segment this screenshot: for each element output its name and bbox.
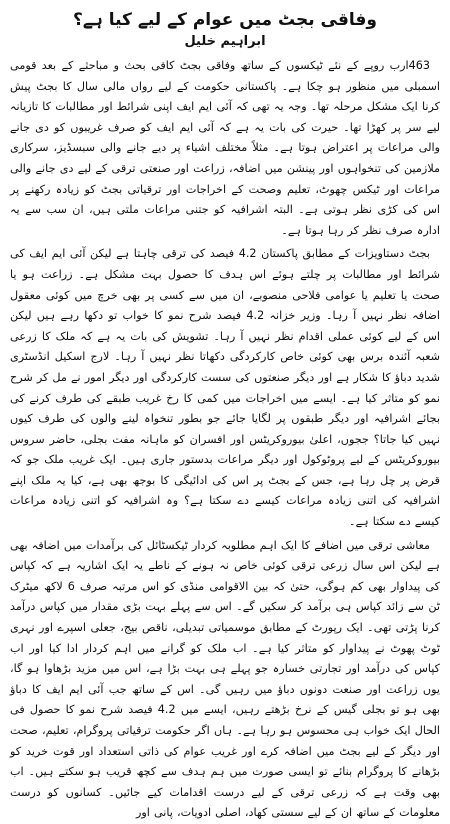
paragraph: معاشی ترقی میں اضافے کا ایک اہم مطلوبہ کردار ٹیکسٹائل کی برآمدات میں اضافہ بھی ہے لیکن اس سال زرعی ترقی کوئی خاص نہ ہونے کے ناطے یہ ایک اشاریہ ہے کہ کپاس کی پیداوار بھی کم ہوگی، حتیٰ کہ بین الاقوامی منڈی کو اس مرتبہ صرف 6 لاکھ میٹرک ٹن سے زائد کپاس ہی برآمد کر سکیں گے۔ اس سے پہلے بہت بڑی مقدار میں کپاس درآمد کرنا پڑتی تھی۔ ایک رپورٹ کے مطابق موسمیاتی تبدیلی، ناقص بیج، جعلی اسپرے اور نہری ٹوٹ پھوٹ نے پیداوار کو متاثر کیا ہے۔ اب ملک کو گرانے میں اہم کردار ادا کیا اور اب کپاس کی درآمد اور تجارتی خسارہ جو پہلے ہی بہت بڑا ہے، اس میں مزید بڑھاوا ہو گا، یوں زراعت اور صنعت دونوں دباؤ میں رہیں گی۔ اس کے ساتھ جب آئی ایم ایف کا دباؤ بھی ہو تو بجلی گیس کے نرخ بڑھتے رہیں، ایسے میں 4.2 فیصد شرح نمو کا حصول فی الحال ایک خواب ہی محسوس ہو رہا ہے۔ ہاں اگر حکومت ترقیاتی پروگرام، تعلیم، صحت اور دیگر کے لیے بجٹ میں اضافہ کرے اور غریب عوام کی ذاتی استعداد اور قوت خرید کو بڑھانے کا پروگرام بنائے تو ایسی صورت میں ہم ہدف سے کچھ قریب ہو سکتے ہیں۔ اب بھی وقت ہے کہ زرعی ترقی کے لیے درست اقدامات کیے جائیں۔ کسانوں کو درست معلومات کے ساتھ ان کے لیے سستی کھاد، اصلی ادویات، پانی اور bbox=[10, 538, 440, 820]
article-body bbox=[10, 56, 440, 824]
paragraph: بجٹ دستاویزات کے مطابق پاکستان 4.2 فیصد کی ترقی چاہتا ہے لیکن آئی ایم ایف کی شرائط اور مطالبات پر چلتے ہوئے اس ہدف کا حصول بہت مشکل ہے۔ زراعت ہو یا صحت یا تعلیم یا عوامی فلاحی منصوبے، ان میں سے کسی پر بھی خرچ میں کوئی معقول اضافہ نظر نہیں آ رہا۔ وزیر خزانہ 4.2 فیصد شرح نمو کا خواب تو دکھا رہے ہیں لیکن اس کے لیے کوئی عملی اقدام نظر نہیں آ رہا۔ تشویش کی بات یہ ہے کہ ملک کا زرعی شعبہ آئندہ برس بھی کوئی خاص کارکردگی دکھاتا نظر نہیں آ رہا۔ لارج اسکیل انڈسٹری شدید دباؤ کا شکار ہے اور دیگر صنعتوں کی سست کارکردگی اور دیگر امور نے مل کر شرح نمو کو متاثر کیا ہے۔ ایسے میں اخراجات میں کمی کا رخ غریب طبقے کی طرف کرنے کی بجائے اشرافیہ اور دیگر طبقوں پر لگایا جائے جو بطور تنخواہ لینے والوں کی طرف کیوں نہیں کیا جاتا؟ ججوں، اعلیٰ بیوروکریٹس اور افسران کو ماہانہ مفت بجلی، حاضر سروس بیوروکریٹس کے لیے پروٹوکول اور دیگر مراعات بدستور جاری ہیں۔ ایک غریب ملک جو کہ قرض پر چل رہا ہے، جس کے بجٹ پر اس کی ادائیگی کا بوجھ بھی ہے، کیا یہ ملک اپنے اشرافیہ کی اتنی زیادہ مراعات کیسے دے سکتا ہے؟ وہ اشرافیہ کو اتنی زیادہ مراعات کیسے دے سکتا ہے۔ bbox=[10, 247, 440, 529]
author-byline: ابراہیم خلیل bbox=[184, 34, 266, 49]
article-title: وفاقی بجٹ میں عوام کے لیے کیا ہے؟ bbox=[73, 10, 377, 30]
paragraph: 463ارب روپے کے نئے ٹیکسوں کے ساتھ وفاقی بجٹ کافی بحث و مباحثے کے بعد قومی اسمبلی میں منظور ہو چکا ہے۔ پاکستانی حکومت کے لیے رواں مالی سال کا بجٹ پیش کرنا ایک مشکل مرحلہ تھا۔ وجہ یہ تھی کہ آئی ایم ایف اپنی شرائط اور مطالبات کا تازیانہ لیے سر پر کھڑا تھا۔ حیرت کی بات یہ ہے کہ آئی ایم ایف کو صرف غریبوں کو دی جانے والی مراعات پر اعتراض ہوتا ہے۔ مثلاً مختلف اشیاء پر دیے جانے والی سبسڈیز، سرکاری ملازمین کی تنخواہوں اور پینشن میں اضافہ، زراعت اور صنعتی ترقی کے لیے دی جانے والی مراعات اور ٹیکس چھوٹ، تعلیم وصحت کے اخراجات اور ترقیاتی بجٹ کو زیادہ رکھنے پر اس کی کڑی نظر ہوتی ہے۔ البتہ اشرافیہ کو جتنی مراعات ملتی ہیں، ان سب سے یہ ادارہ صرف نظر کر رہا ہوتا ہے۔ bbox=[10, 59, 440, 237]
